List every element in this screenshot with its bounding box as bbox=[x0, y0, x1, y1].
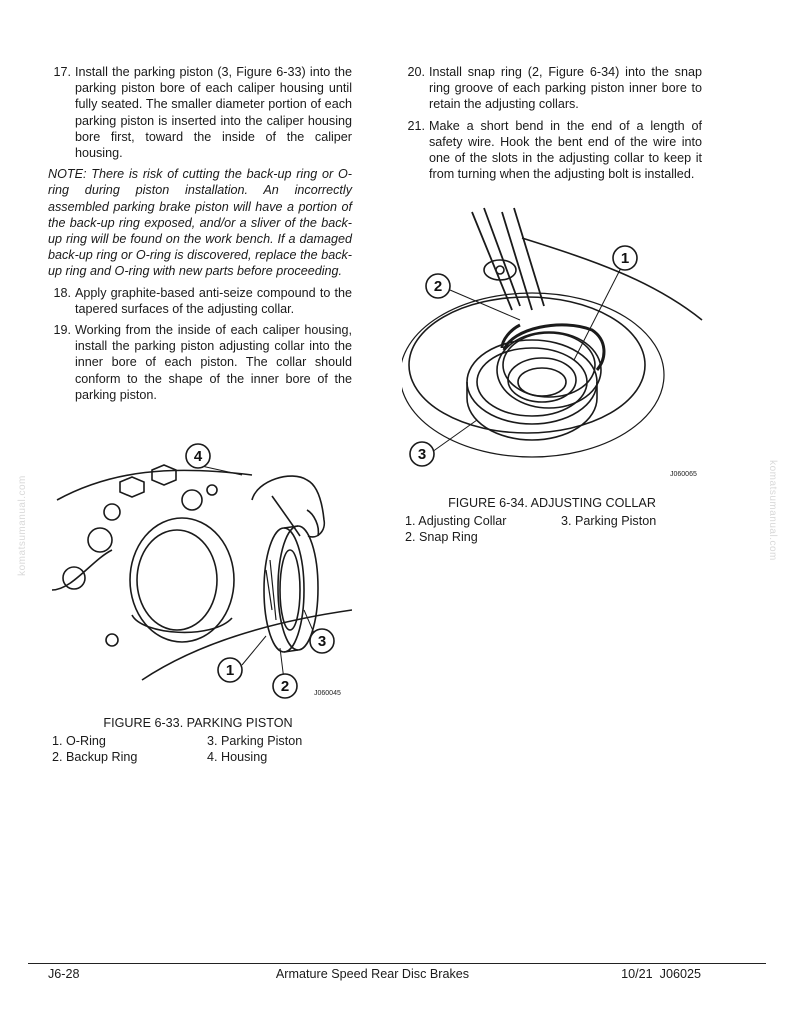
figure-6-34-caption: FIGURE 6-34. ADJUSTING COLLAR bbox=[448, 496, 656, 510]
step-20 bbox=[402, 64, 702, 113]
left-column bbox=[48, 64, 352, 408]
step-number: 18. bbox=[53, 285, 71, 300]
note-text: NOTE: There is risk of cutting the back-up ring or O-ring during piston installation. An incorrectly assembled parking brake piston will have a portion of the back-up ring exposed, and/or a sliver of the back-up ring will be found on the work bench. If a damaged back-up ring or O-ring is discovered, replace the back-up ring and O-ring with new parts before proceeding. bbox=[48, 167, 352, 279]
watermark-left: komatsumanual.com bbox=[16, 475, 28, 576]
step-18 bbox=[48, 285, 352, 317]
legend-item: 1. Adjusting Collar bbox=[405, 514, 507, 528]
callout-2: 2 bbox=[433, 278, 443, 295]
step-number: 20. bbox=[407, 65, 425, 79]
figure-6-33-caption: FIGURE 6-33. PARKING PISTON bbox=[103, 716, 293, 730]
footer-title: Armature Speed Rear Disc Brakes bbox=[275, 967, 470, 981]
legend-item: 2. Backup Ring bbox=[52, 750, 138, 764]
legend-item: 1. O-Ring bbox=[52, 734, 106, 748]
callout-3: 3 bbox=[417, 446, 427, 463]
step-text: Install the parking piston (3, Figure 6-33) into the parking piston bore of each caliper housing until fully seated. The smaller diameter portion of each parking piston is inserted into the caliper housing bore first, toward the inside of the caliper housing. bbox=[75, 65, 352, 161]
legend-item: 3. Parking Piston bbox=[207, 734, 303, 748]
step-number: 19. bbox=[53, 323, 71, 338]
callout-1: 1 bbox=[620, 250, 630, 267]
legend-item: 2. Snap Ring bbox=[405, 530, 478, 544]
footer-date-code: 10/21 J06025 bbox=[621, 967, 701, 981]
figure-6-33-legend bbox=[52, 734, 352, 768]
callout-2: 2 bbox=[280, 678, 290, 695]
step-17 bbox=[48, 64, 352, 161]
figure-6-34-illustration bbox=[402, 200, 712, 490]
step-text: Apply graphite-based anti-seize compound to the tapered surfaces of the adjusting collar. bbox=[75, 285, 352, 316]
step-number: 17. bbox=[53, 65, 71, 79]
step-number: 21. bbox=[407, 118, 425, 133]
figure-6-33-illustration bbox=[52, 440, 352, 710]
callout-3: 3 bbox=[317, 633, 327, 650]
step-text: Working from the inside of each caliper housing, install the parking piston adjusting collar into the inner bore of each piston. The collar should conform to the shape of the inner bore of the parking piston. bbox=[75, 323, 352, 402]
watermark-right: komatsumanual.com bbox=[766, 460, 778, 561]
right-column bbox=[402, 64, 702, 187]
figure-code: J060045 bbox=[314, 690, 341, 697]
step-21 bbox=[402, 118, 702, 183]
footer-page-number: J6-28 bbox=[48, 967, 80, 981]
legend-item: 4. Housing bbox=[207, 750, 268, 764]
footer-rule bbox=[28, 963, 766, 964]
figure-code: J060065 bbox=[670, 471, 697, 478]
figure-6-34-legend bbox=[405, 514, 705, 548]
callout-1: 1 bbox=[225, 662, 235, 679]
step-text: Install snap ring (2, Figure 6-34) into the snap ring groove of each parking piston inner bore to retain the adjusting collars. bbox=[429, 65, 702, 112]
legend-item: 3. Parking Piston bbox=[561, 514, 657, 528]
step-text: Make a short bend in the end of a length of safety wire. Hook the bent end of the wire into one of the slots in the adjusting collar to keep it from turning when the adjusting bolt is installed. bbox=[429, 118, 702, 182]
step-19 bbox=[48, 322, 352, 403]
callout-4: 4 bbox=[193, 448, 203, 465]
